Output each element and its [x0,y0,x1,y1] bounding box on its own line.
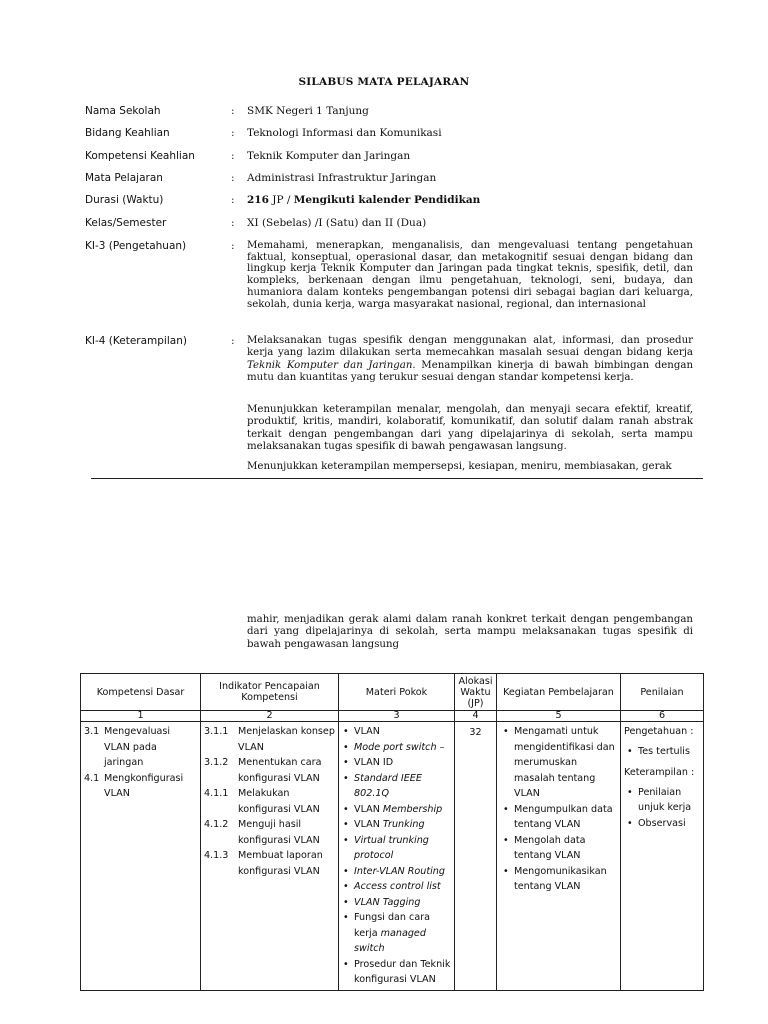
list-item: • VLAN ID [354,755,451,771]
list-item: • VLAN Trunking [354,817,451,833]
kegiatan-list [500,724,617,895]
list-item: • Prosedur dan Teknik konfigurasi VLAN [354,957,451,988]
document-page: SILABUS MATA PELAJARAN Nama Sekolah : SMK Negeri 1 Tanjung Bidang Keahlian : Teknologi Informasi dan Komunikasi Kompetensi Keahlian : Teknik Komputer dan Jaringan Mata Pelajaran : Administrasi Infrastruktur Jaringan Durasi (Waktu) : 216 JP / Mengikuti kalender Pendidikan Kelas/Semester : XI (Sebelas) /I (Satu) dan II (Dua) KI-3 (Pengetahuan) : Memahami, menerapkan, menganalisis, dan mengevaluasi tentang pengetahuan faktual, konseptual, operasional dasar, dan metakognitif sesuai dengan bidang dan lingkup kerja Teknik Komputer dan Jaringan pada tingkat teknis, spesifik, detil, dan kompleks, berkenaan dengan ilmu pengetahuan, teknologi, seni, budaya, dan humaniora dalam konteks pengembangan potensi diri sebagai bagian dari keluarga, sekolah, dunia kerja, warga masyarakat nasional, regional, dan internasional KI-4 (Keterampilan) : Melaksanakan tugas spesifik dengan menggunakan alat, informasi, dan prosedur kerja yang lazim dilakukan serta memecahkan masalah sesuai dengan bidang kerja Teknik Komputer dan Jaringan. Menampilkan kinerja di bawah bimbingan dengan mutu dan kuantitas yang terukur sesuai dengan standar kompetensi kerja. Menunjukkan keterampilan menalar, mengolah, dan menyaji secara efektif, kreatif, produktif, kritis, mandiri, kolaboratif, komunikatif, dan solutif dalam ranah abstrak terkait dengan pengembangan dari yang dipelajarinya di sekolah, serta mampu melaksanakan tugas spesifik di bawah pengawasan langsung. Menunjukkan keterampilan mempersepsi, kesiapan, meniru, membiasakan, gerak mahir, menjadikan gerak alami dalam ranah konkret terkait dengan pengembangan dari yang dipelajarinya di sekolah, serta mampu melaksanakan tugas spesifik di bawah pengawasan langsung Kompetensi Dasar Indikator Pencapaian Kompetensi Materi Pokok Alokasi Waktu (JP) Kegiatan Pembelajaran Penilaian 1 2 3 4 5 6 3.1 Mengevaluasi VLAN pada jaringan 4.1 Mengkonfigurasi VLAN 3.1.1 Menjelaskan konsep VLAN 3.1.2 Menentukan cara konfigurasi VLAN 4.1.1 Melakukan konfigurasi VLAN 4.1.2 Menguji hasil konfigurasi VLAN 4.1.3 Membuat laporan konfigurasi VLAN • VLAN • Mode port switch – • VLAN ID • Standard IEEE 802.1Q • VLAN Membership • VLAN Trunking • Virtual trunking protocol • Inter-VLAN Routing • Access control list • VLAN Tagging • Fungsi dan cara kerja managed switch • Prosedur dan Teknik konfigurasi VLAN 32 • Mengamati untuk mengidentifikasi dan merumuskan masalah tentang VLAN • Mengumpulkan data tentang VLAN • Mengolah data tentang VLAN • Mengomunikasikan tentang VLAN Pengetahuan : • Tes tertulis Keterampilan : • Penilaian unjuk kerja • Observasi [0,0,768,1024]
info-label: Nama Sekolah [85,105,161,117]
materi-list [342,724,451,988]
indikator-item: 4.1.2 Menguji hasil konfigurasi VLAN [204,819,320,846]
penilaian-pengetahuan-label: Pengetahuan : [624,726,694,737]
info-label: Mata Pelajaran [85,172,163,184]
list-item: • Inter-VLAN Routing [354,864,451,880]
info-label: Bidang Keahlian [85,127,170,139]
list-item: • Virtual trunking protocol [354,833,451,864]
list-item: • Mode port switch – [354,740,451,756]
penilaian-cell [621,722,704,991]
materi-pokok-cell [339,722,455,991]
ki4-paragraph-3: Menunjukkan keterampilan mempersepsi, kesiapan, meniru, membiasakan, gerak [247,461,672,472]
page-break-line [91,478,703,479]
indikator-item: 4.1.3 Membuat laporan konfigurasi VLAN [204,850,323,877]
info-label: KI-4 (Keterampilan) [85,335,187,347]
durasi-jp: 216 [247,194,269,206]
info-value: Administrasi Infrastruktur Jaringan [247,172,437,184]
list-item: • Standard IEEE 802.1Q [354,771,451,802]
list-item: • VLAN [354,724,451,740]
syllabus-table [80,673,704,991]
ki3-text: Memahami, menerapkan, menganalisis, dan mengevaluasi tentang pengetahuan faktual, konseptual, operasional dasar, dan metakognitif sesuai dengan bidang dan lingkup kerja Teknik Komputer dan Jaringan pada tingkat teknis, spesifik, detil, dan kompleks, berkenaan dengan ilmu pengetahuan, teknologi, seni, budaya, dan humaniora dalam konteks pengembangan potensi diri sebagai bagian dari keluarga, sekolah, dunia kerja, warga masyarakat nasional, regional, dan internasional [247,240,693,310]
indikator-item: 3.1.1 Menjelaskan konsep VLAN [204,726,335,753]
list-item: • Mengomunikasikan tentang VLAN [514,864,617,895]
penilaian-pengetahuan-list [624,744,700,760]
info-label: Kompetensi Keahlian [85,150,195,162]
info-value: XI (Sebelas) /I (Satu) dan II (Dua) [247,217,427,229]
header-alokasi-waktu: Alokasi Waktu (JP) [455,674,497,711]
kd-item: 3.1 Mengevaluasi VLAN pada jaringan [84,726,171,768]
list-item: • Mengolah data tentang VLAN [514,833,617,864]
list-item: • Mengumpulkan data tentang VLAN [514,802,617,833]
ki4-paragraph-1: Melaksanakan tugas spesifik dengan menggunakan alat, informasi, dan prosedur kerja yang lazim dilakukan serta memecahkan masalah sesuai dengan bidang kerja Teknik Komputer dan Jaringan. Menampilkan kinerja di bawah bimbingan dengan mutu dan kuantitas yang terukur sesuai dengan standar kompetensi kerja. [247,335,694,384]
info-label: Durasi (Waktu) [85,194,164,206]
list-item: • Mengamati untuk mengidentifikasi dan merumuskan masalah tentang VLAN [514,724,617,802]
list-item: • Penilaian unjuk kerja [638,785,700,816]
info-value: SMK Negeri 1 Tanjung [247,105,369,117]
list-item: • Access control list [354,879,451,895]
kegiatan-cell [497,722,621,991]
alokasi-waktu-cell: 32 [455,722,497,991]
durasi-kalender: Mengikuti kalender Pendidikan [293,194,481,206]
indikator-cell [201,722,339,991]
kompetensi-dasar-cell [81,722,201,991]
header-materi-pokok: Materi Pokok [339,674,455,711]
list-item: • VLAN Membership [354,802,451,818]
info-value: Teknik Komputer dan Jaringan [247,150,411,162]
table-row [81,722,704,991]
table-header-row [81,674,704,711]
list-item: • Fungsi dan cara kerja managed switch [354,910,451,957]
list-item: • VLAN Tagging [354,895,451,911]
penilaian-keterampilan-list [624,785,700,832]
header-kegiatan: Kegiatan Pembelajaran [497,674,621,711]
info-value: 216 JP / Mengikuti kalender Pendidikan [247,194,481,206]
header-kompetensi-dasar: Kompetensi Dasar [81,674,201,711]
table-number-row: 1 2 3 4 5 6 [81,711,704,722]
indikator-item: 3.1.2 Menentukan cara konfigurasi VLAN [204,757,322,784]
header-penilaian: Penilaian [621,674,704,711]
info-label: Kelas/Semester [85,217,167,229]
penilaian-keterampilan-label: Keterampilan : [624,767,695,778]
ki4-paragraph-2: Menunjukkan keterampilan menalar, mengolah, dan menyaji secara efektif, kreatif, produktif, kritis, mandiri, kolaboratif, komunikatif, dan solutif dalam ranah abstrak terkait dengan pengembangan dari yang dipelajarinya di sekolah, serta mampu melaksanakan tugas spesifik di bawah pengawasan langsung. [247,404,693,453]
list-item: • Tes tertulis [638,744,700,760]
indikator-item: 4.1.1 Melakukan konfigurasi VLAN [204,788,320,815]
list-item: • Observasi [638,816,700,832]
header-indikator: Indikator Pencapaian Kompetensi [201,674,339,711]
document-title: SILABUS MATA PELAJARAN [298,76,470,88]
info-label: KI-3 (Pengetahuan) [85,240,187,252]
info-value: Teknologi Informasi dan Komunikasi [247,127,442,139]
kd-item: 4.1 Mengkonfigurasi VLAN [84,772,184,799]
ki4-continuation: mahir, menjadikan gerak alami dalam ranah konkret terkait dengan pengembangan dari yang dipelajarinya di sekolah, serta mampu melaksanakan tugas spesifik di bawah pengawasan langsung [247,614,693,650]
